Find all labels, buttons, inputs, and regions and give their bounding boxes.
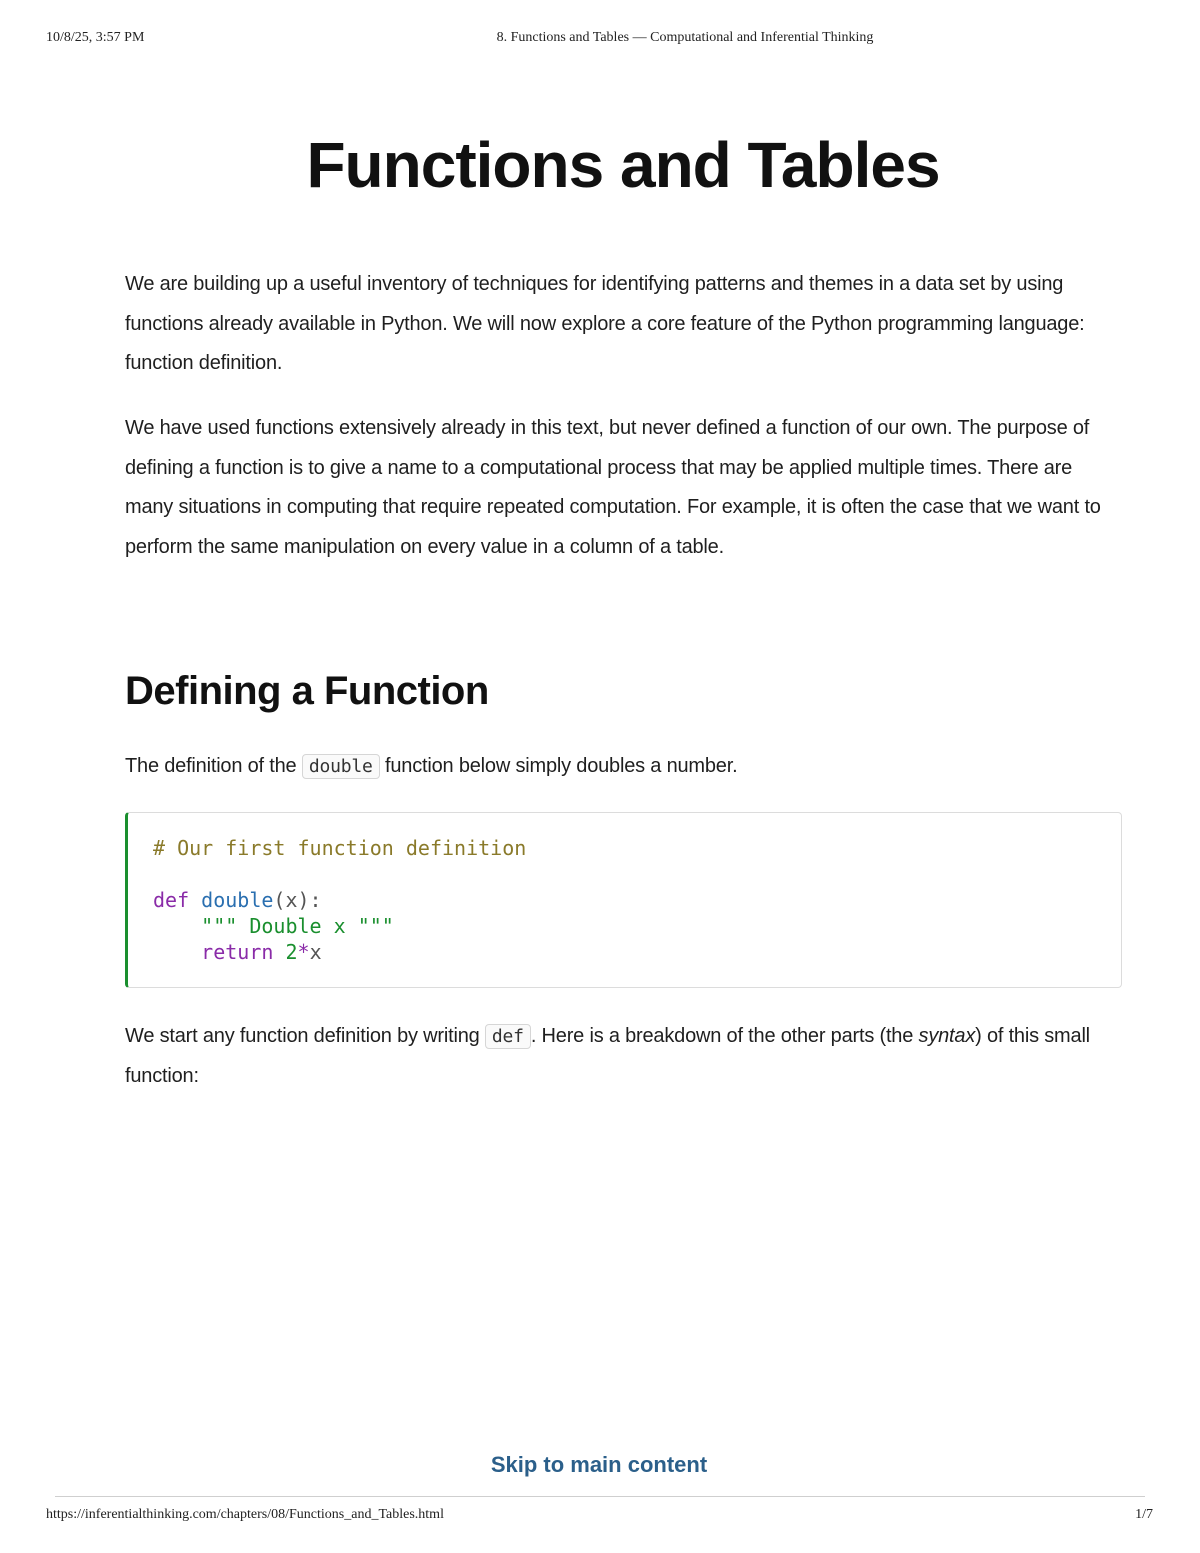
intro-paragraph-1: We are building up a useful inventory of techniques for identifying patterns and themes in a data set by using functions already available in Python. We will now explore a core feature of the Python programming language: function definition. bbox=[125, 273, 1085, 374]
skip-to-main-content-link[interactable]: Skip to main content bbox=[490, 1452, 708, 1477]
code-comment: # Our first function definition bbox=[153, 836, 527, 860]
page-title: Functions and Tables bbox=[306, 129, 940, 201]
section-heading: Defining a Function bbox=[125, 669, 489, 713]
code-variable: x bbox=[309, 940, 322, 964]
intro-paragraph-2: We have used functions extensively already in this text, but never defined a function of our own. The purpose of defining a function is to give a name to a computational process that may be applied multiple times. There are many situations in computing that require repeated computation. For example, it is often the case that we want to perform the same manipulation on every value in a column of a table. bbox=[125, 417, 1101, 558]
text-fragment: We start any function definition by writing bbox=[125, 1025, 480, 1047]
code-cell[interactable] bbox=[125, 812, 1122, 988]
code-params: (x): bbox=[273, 888, 322, 912]
print-date: 10/8/25, 3:57 PM bbox=[46, 30, 145, 45]
emphasis-syntax: syntax bbox=[918, 1025, 976, 1047]
print-document-title: 8. Functions and Tables — Computational and Inferential Thinking bbox=[496, 30, 874, 45]
code-docstring-close: """ bbox=[357, 914, 394, 938]
inline-code-def: def bbox=[485, 1024, 531, 1049]
print-url: https://inferentialthinking.com/chapters/08/Functions_and_Tables.html bbox=[46, 1507, 444, 1522]
print-page-number: 1/7 bbox=[1135, 1507, 1153, 1522]
text-fragment: . Here is a breakdown of the other parts (the bbox=[530, 1025, 914, 1047]
code-number: 2 bbox=[285, 940, 298, 964]
code-keyword-return: return bbox=[201, 940, 274, 964]
text-fragment: function below simply doubles a number. bbox=[385, 755, 738, 777]
print-header bbox=[0, 30, 1200, 50]
inline-code-double: double bbox=[302, 754, 380, 779]
code-keyword-def: def bbox=[153, 888, 190, 912]
code-operator: * bbox=[297, 940, 310, 964]
text-fragment: ) of this small function: bbox=[125, 1025, 1090, 1087]
code-function-name: double bbox=[201, 888, 274, 912]
code-listing[interactable] bbox=[153, 835, 526, 965]
footer-divider bbox=[55, 1496, 1145, 1497]
text-fragment: The definition of the bbox=[125, 755, 297, 777]
code-docstring-open: """ bbox=[201, 914, 238, 938]
section-paragraph-1 bbox=[125, 747, 1125, 787]
code-docstring-text: Double x bbox=[237, 914, 358, 938]
section-paragraph-2 bbox=[125, 1017, 1125, 1096]
